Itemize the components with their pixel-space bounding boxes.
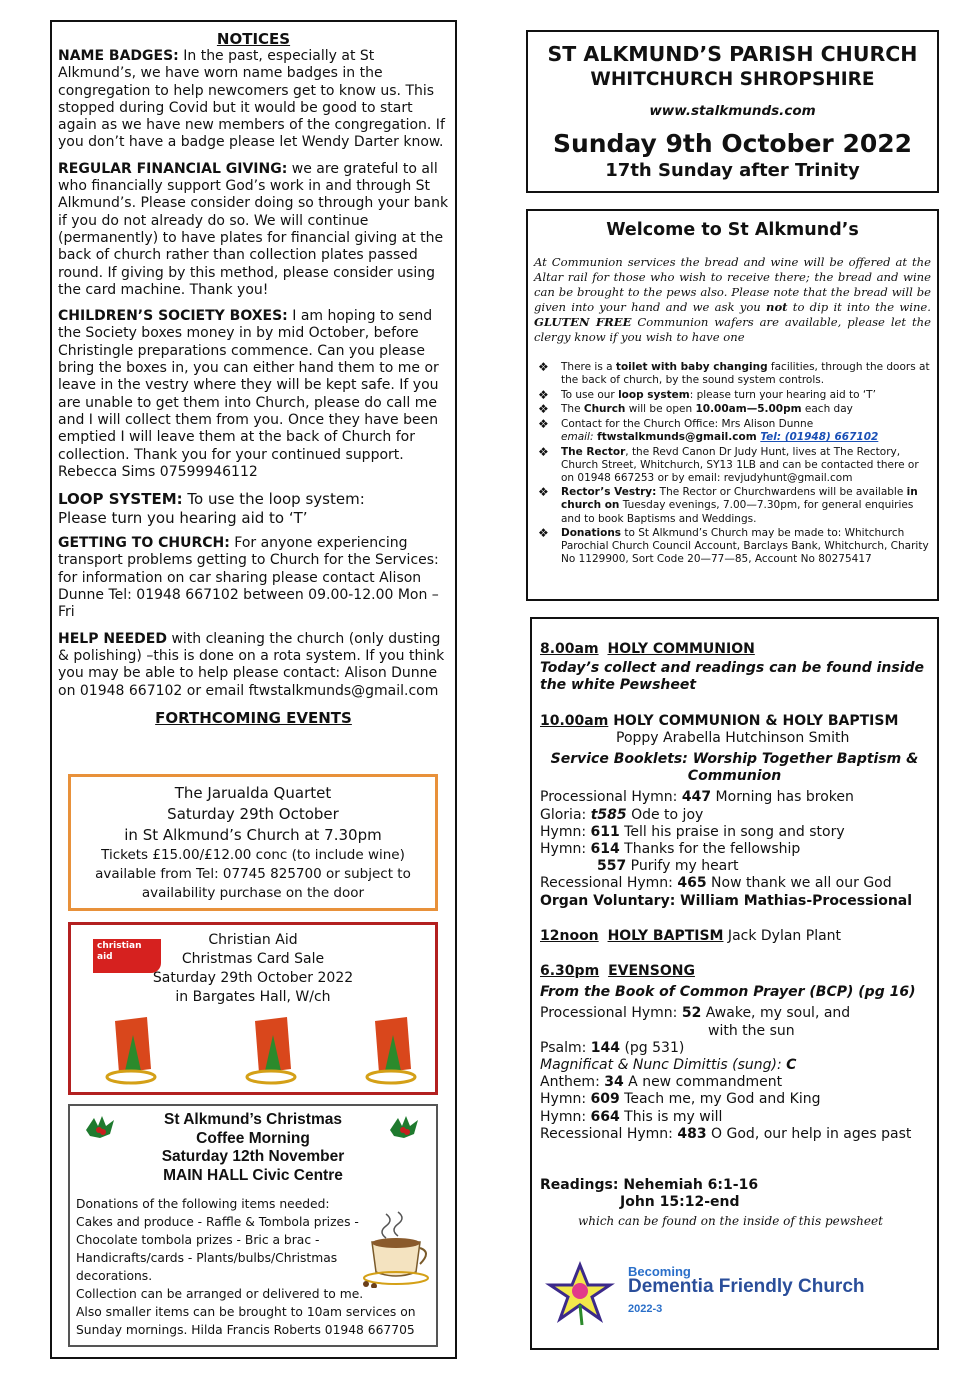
diamond-bullet-icon: ❖	[538, 485, 549, 500]
hymn-line: Hymn: 614 Thanks for the fellowship	[540, 841, 801, 858]
christian-aid-logo: christian aid	[93, 939, 161, 973]
holly-icon	[84, 1112, 118, 1142]
hymn-line: Recessional Hymn: 465 Now thank we all our God	[540, 875, 892, 892]
church-name: ST ALKMUND’S PARISH CHURCH	[547, 42, 918, 66]
organ-voluntary: Organ Voluntary: William Mathias-Processional	[540, 892, 913, 909]
holly-icon	[388, 1112, 422, 1142]
quartet-tickets: Tickets £15.00/£12.00 conc (to include wine)	[101, 847, 405, 863]
welcome-title: Welcome to St Alkmund’s	[606, 220, 859, 240]
forget-me-not-icon	[544, 1259, 616, 1327]
list-item: ❖ The Rector, the Revd Canon Dr Judy Hunt, lives at The Rectory, Church Street, Whitchurch, SY13 1LB and can be contacted there or on 01948 667253 or by email: revjudyhunt@gmail.com	[538, 444, 919, 484]
coffee-venue: MAIN HALL Civic Centre	[163, 1166, 343, 1184]
hymn-line: Recessional Hymn: 483 O God, our help in ages past	[540, 1125, 912, 1142]
quartet-door: availability purchase on the door	[141, 885, 365, 901]
diamond-bullet-icon: ❖	[538, 444, 549, 459]
hymn-line: Processional Hymn: 447 Morning has broken	[540, 789, 854, 806]
service-10am: 10.00am HOLY COMMUNION & HOLY BAPTISM	[540, 712, 899, 729]
dfc-line1: Becoming	[628, 1264, 691, 1279]
hymn-line: Processional Hymn: 52 Awake, my soul, and	[540, 1005, 851, 1022]
christmas-card-icon	[247, 1017, 295, 1083]
baptism-candidate: Poppy Arabella Hutchinson Smith	[616, 729, 850, 746]
welcome-panel	[526, 209, 939, 601]
coffee-details: Donations of the following items needed: Cakes and produce - Raffle & Tombola prizes - Chocolate tombola prizes - Bric a brac - Handicrafts/cards - Plants/bulbs/Christmas decorations. Collection can be arranged or delivered to me. Also smaller items can be brought to 10am services on Sunday mornings. Hilda Francis Roberts 01948 667705	[76, 1197, 416, 1337]
hymn-line: Hymn: 664 This is my will	[540, 1108, 723, 1125]
hymn-line: 557 Purify my heart	[597, 858, 739, 875]
ca-date: Saturday 29th October 2022	[152, 970, 354, 986]
services-panel	[530, 617, 939, 1350]
diamond-bullet-icon: ❖	[538, 416, 549, 431]
diamond-bullet-icon: ❖	[538, 360, 549, 374]
list-item: ❖ There is a toilet with baby changing facilities, through the doors at the back of church, by the sound system controls.	[538, 360, 930, 387]
ca-subtitle: Christmas Card Sale	[181, 951, 325, 967]
quartet-date: Saturday 29th October	[167, 805, 339, 823]
liturgical-day: 17th Sunday after Trinity	[605, 160, 860, 181]
diamond-bullet-icon: ❖	[538, 402, 549, 417]
quartet-venue: in St Alkmund’s Church at 7.30pm	[124, 826, 382, 844]
hymn-line: Hymn: 609 Teach me, my God and King	[540, 1091, 821, 1108]
communion-info: At Communion services the bread and wine will be offered at the Altar rail for those who wish to receive there; the bread and wine can be brought to the pews also. Please note that the bread will be given into your hand and we ask you not to dip it into the wine. GLUTEN FREE Communion wafers are available, please let the clergy know if you wish to have one	[534, 255, 931, 344]
office-phone-link[interactable]: Tel: (01948) 667102	[760, 430, 879, 443]
notices-panel	[50, 20, 457, 1359]
service-630pm: 6.30pm EVENSONG	[540, 963, 695, 980]
dfc-line2: Dementia Friendly Church	[628, 1276, 865, 1297]
bcp-note: From the Book of Common Prayer (BCP) (pg 16)	[540, 984, 916, 1001]
notice-name-badges: NAME BADGES: In the past, especially at St Alkmund’s, we have worn name badges in the congregation to help newcomers get to know us. This stopped during Covid but it would be good to start again as we have new members of the congregation. If you don’t have a badge please let Wendy Darter know.	[58, 48, 445, 151]
coffee-cup-icon	[360, 1210, 434, 1288]
readings-note: which can be found on the inside of this pewsheet	[578, 1214, 883, 1229]
list-item: ❖ Contact for the Church Office: Mrs Alison Dunne email: ftwstalkmunds@gmail.com Tel: (01948) 667102	[538, 416, 879, 443]
anthem-line: Anthem: 34 A new commandment	[540, 1074, 783, 1091]
coffee-date: Saturday 12th November	[161, 1148, 345, 1165]
notices-title: NOTICES	[216, 30, 291, 48]
ca-title: Christian Aid	[208, 932, 298, 948]
quartet-title: The Jarualda Quartet	[174, 784, 332, 802]
event-coffee-morning	[68, 1104, 438, 1347]
list-item: ❖ Donations to St Alkmund’s Church may be made to: Whitchurch Parochial Church Council Account, Barclays Bank, Whitchurch, Charity No 1129900, Sort Code 20—77—85, Account No 80275417	[538, 526, 929, 566]
list-item: ❖ To use our loop system: please turn your hearing aid to ‘T’	[538, 387, 876, 402]
service-8am: 8.00am HOLY COMMUNION	[540, 641, 755, 657]
notice-loop-system: LOOP SYSTEM: To use the loop system: Please turn you hearing aid to ‘T’	[58, 490, 365, 528]
diamond-bullet-icon: ❖	[538, 526, 549, 541]
coffee-title: St Alkmund’s Christmas	[163, 1111, 342, 1128]
event-christian-aid	[68, 922, 438, 1095]
canticles-line: Magnificat & Nunc Dimittis (sung): C	[540, 1057, 797, 1074]
event-quartet	[68, 774, 438, 911]
events-title: FORTHCOMING EVENTS	[155, 708, 352, 727]
hymn-line: with the sun	[708, 1022, 795, 1039]
info-list	[534, 361, 931, 566]
dementia-friendly-badge	[544, 1259, 924, 1329]
christmas-card-icons	[75, 1011, 435, 1089]
list-item: ❖ Rector’s Vestry: The Rector or Churchwardens will be available in church on Tuesday evenings, 7.00—7.30pm, for general enquiries and to book Baptisms and Weddings.	[538, 485, 918, 525]
church-location: WHITCHURCH SHROPSHIRE	[590, 69, 875, 90]
service-12noon: 12noon HOLY BAPTISM Jack Dylan Plant	[540, 927, 842, 944]
hymn-line: Hymn: 611 Tell his praise in song and story	[540, 823, 845, 840]
service-booklet: Service Booklets: Worship Together Baptism & Communion	[550, 751, 919, 785]
service-date: Sunday 9th October 2022	[552, 129, 913, 158]
dfc-line3: 2022-3	[628, 1303, 663, 1315]
readings: Readings: Nehemiah 6:1-16	[540, 1177, 759, 1194]
notice-childrens-society: CHILDREN’S SOCIETY BOXES: I am hoping to send the Society boxes money in by mid October, before Christingle preparations commence. Can you please bring the boxes in, you can either hand them to me or leave in the vestry where they will be kept safe. If you are unable to get them into Church, please do call me and I will collect them from you. Once they have been emptied I will leave them at the back of Church for collection. Thank you for your continued support. Rebecca Sims 07599946112	[58, 308, 439, 480]
christmas-card-icon	[367, 1017, 415, 1083]
church-header	[526, 30, 939, 193]
list-item: ❖ The Church will be open 10.00am—5.00pm each day	[538, 402, 853, 417]
coffee-subtitle: Coffee Morning	[196, 1129, 310, 1147]
psalm-line: Psalm: 144 (pg 531)	[540, 1039, 685, 1056]
christmas-card-icon	[107, 1017, 155, 1083]
service-8am-note: Today’s collect and readings can be found inside the white Pewsheet	[540, 660, 925, 694]
notice-help-needed: HELP NEEDED with cleaning the church (only dusting & polishing) –this is done on a rota system. If you think you may be able to help please contact: Alison Dunne on 01948 667102 or email ftwstalkmunds@gmail.com	[58, 630, 445, 699]
ca-venue: in Bargates Hall, W/ch	[175, 989, 331, 1005]
notice-financial-giving: REGULAR FINANCIAL GIVING: we are grateful to all who financially support God’s work in and through St Alkmund’s. Please consider doing so through your bank if you do not already do so. We will continue (permanently) to have plates for financial giving at the back of church rather than collection plates passed round. If giving by this method, please consider using the card machine. Thank you!	[58, 160, 449, 298]
notice-getting-to-church: GETTING TO CHURCH: For anyone experiencing transport problems getting to Church for the Services: for information on car sharing please contact Alison Dunne Tel: 01948 667102 between 09.00-12.00 Mon –Fri	[58, 535, 439, 621]
church-website[interactable]: www.stalkmunds.com	[649, 103, 816, 119]
quartet-phone: available from Tel: 07745 825700 or subject to	[95, 866, 411, 882]
hymn-line: Gloria: t585 Ode to joy	[540, 806, 704, 823]
diamond-bullet-icon: ❖	[538, 387, 549, 402]
readings-gospel: John 15:12-end	[620, 1194, 740, 1211]
